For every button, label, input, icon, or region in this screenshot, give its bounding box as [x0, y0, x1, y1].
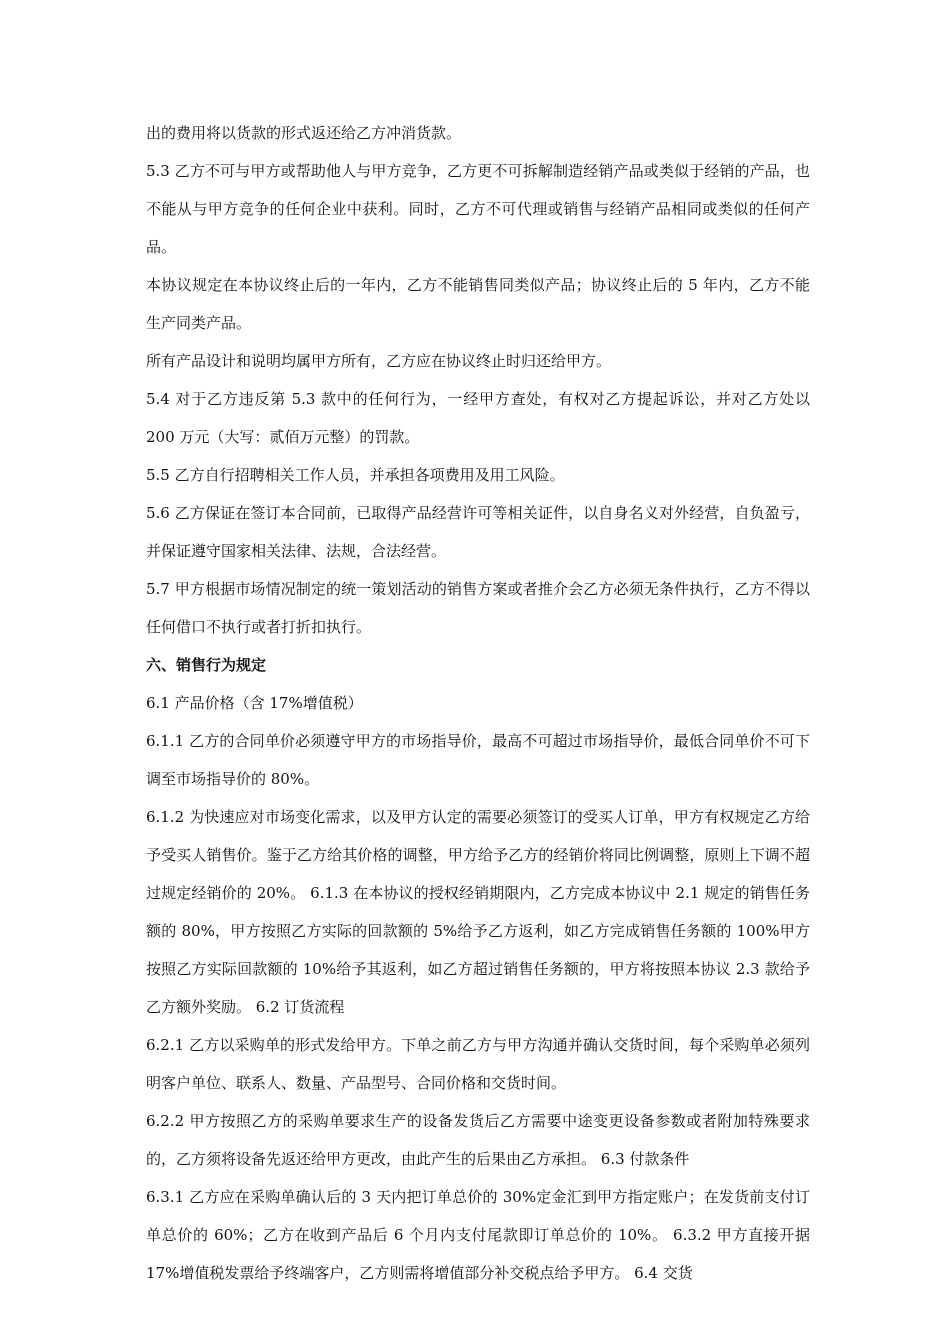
paragraph-6-2-2: 6.2.2 甲方按照乙方的采购单要求生产的设备发货后乙方需要中途变更设备参数或者附加特殊要求的，乙方须将设备先返还给甲方更改，由此产生的后果由乙方承担。 6.3 付款条件 [146, 1112, 810, 1168]
paragraph-6-1: 6.1 产品价格（含 17%增值税） [146, 694, 363, 712]
paragraph-5-6: 5.6 乙方保证在签订本合同前，已取得产品经营许可等相关证件，以自身名义对外经营，自负盈亏，并保证遵守国家相关法律、法规，合法经营。 [146, 504, 810, 560]
paragraph-5-3: 5.3 乙方不可与甲方或帮助他人与甲方竞争，乙方更不可拆解制造经销产品或类似于经销的产品，也不能从与甲方竞争的任何企业中获利。同时，乙方不可代理或销售与经销产品相同或类似的任何产品。 [146, 162, 810, 256]
paragraph-5-4: 5.4 对于乙方违反第 5.3 款中的任何行为，一经甲方查处，有权对乙方提起诉讼，并对乙方处以 200 万元（大写：贰佰万元整）的罚款。 [146, 390, 810, 446]
paragraph-6-3-1: 6.3.1 乙方应在采购单确认后的 3 天内把订单总价的 30%定金汇到甲方指定账户；在发货前支付订单总价的 60%；乙方在收到产品后 6 个月内支付尾款即订单总价的 10%。 6.3.2 甲方直接开据 17%增值税发票给予终端客户，乙方则需将增值部分补交税点给予甲方。 6.4 交货 [146, 1188, 810, 1282]
paragraph-6-1-1: 6.1.1 乙方的合同单价必须遵守甲方的市场指导价，最高不可超过市场指导价，最低合同单价不可下调至市场指导价的 80%。 [146, 732, 810, 788]
paragraph-6-1-2: 6.1.2 为快速应对市场变化需求，以及甲方认定的需要必须签订的受买人订单，甲方有权规定乙方给予受买人销售价。鉴于乙方给其价格的调整，甲方给予乙方的经销价将同比例调整，原则上下调不超过规定经销价的 20%。 6.1.3 在本协议的授权经销期限内，乙方完成本协议中 2.1 规定的销售任务额的 80%，甲方按照乙方实际的回款额的 5%给予乙方返利，如乙方完成销售任务额的 100%甲方按照乙方实际回款额的 10%给予其返利，如乙方超过销售任务额的，甲方将按照本协议 2.3 款给予乙方额外奖励。 6.2 订货流程 [146, 808, 810, 1016]
paragraph-refund-continuation: 出的费用将以货款的形式返还给乙方冲消货款。 [146, 124, 462, 142]
paragraph-post-termination: 本协议规定在本协议终止后的一年内，乙方不能销售同类似产品；协议终止后的 5 年内，乙方不能生产同类产品。 [146, 276, 810, 332]
section-heading-sales-rules: 六、销售行为规定 [146, 656, 267, 674]
paragraph-6-2-1: 6.2.1 乙方以采购单的形式发给甲方。下单之前乙方与甲方沟通并确认交货时间，每个采购单必须列明客户单位、联系人、数量、产品型号、合同价格和交货时间。 [146, 1036, 810, 1092]
document-body [146, 114, 810, 1292]
paragraph-5-5: 5.5 乙方自行招聘相关工作人员，并承担各项费用及用工风险。 [146, 466, 565, 484]
paragraph-5-7: 5.7 甲方根据市场情况制定的统一策划活动的销售方案或者推介会乙方必须无条件执行，乙方不得以任何借口不执行或者打折扣执行。 [146, 580, 810, 636]
paragraph-design-ownership: 所有产品设计和说明均属甲方所有，乙方应在协议终止时归还给甲方。 [146, 352, 612, 370]
